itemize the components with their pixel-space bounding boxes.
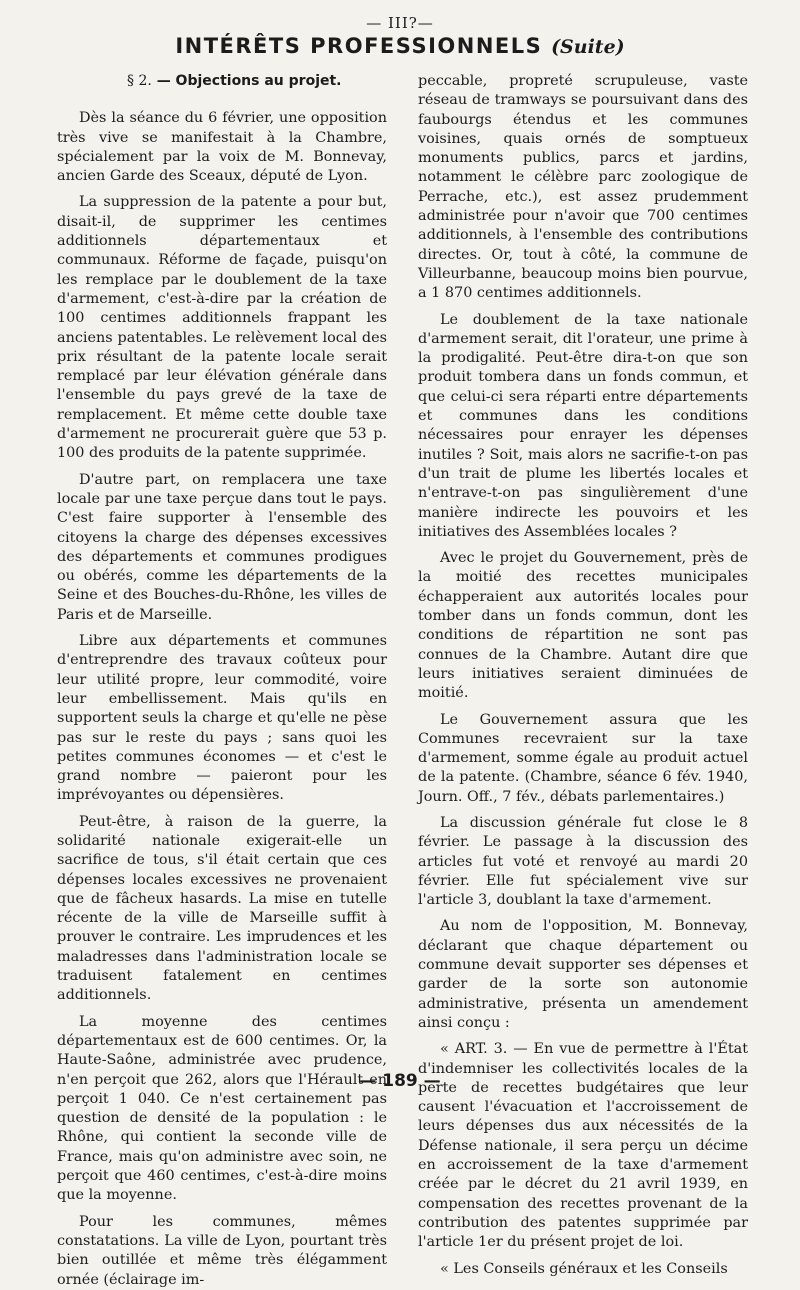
- right-column: [418, 72, 748, 1279]
- page-number: — 189 —: [359, 1071, 441, 1091]
- paragraph: La suppression de la patente a pour but, disait-il, de supprimer les centimes additionnels départementaux et communaux. Réforme de façade, puisqu'on les remplace par le doublement de la taxe d'armement, c'est-à-dire par la création de 100 centimes additionnels frappant les anciens patentables. Le relèvement local des prix résultant de la patente locale serait remplacé par leur élévation générale dans l'ensemble du pays grevé de la taxe de remplacement. Et même cette double taxe d'armement ne procurerait guère que 53 p. 100 des produits de la patente supprimée.: [57, 194, 387, 462]
- title-suffix: (Suite): [551, 36, 625, 58]
- section-heading: [127, 72, 387, 91]
- paragraph: « Les Conseils généraux et les Conseils: [440, 1260, 728, 1277]
- paragraph: La discussion générale fut close le 8 février. Le passage à la discussion des articles fut voté et renvoyé au mardi 20 février. Elle fut spécialement vive sur l'article 3, doublant la taxe d'armement.: [418, 814, 748, 909]
- paragraph-continued: peccable, propreté scrupuleuse, vaste réseau de tramways se poursuivant dans des faubourgs étendus et les communes voisines, quais ornés de somptueux monuments publics, parcs et jardins, notamment le célèbre parc zoologique de Perrache, etc.), est assez prudemment administrée pour n'avoir que 700 centimes additionnels, à l'ensemble des contributions directes. Or, tout à côté, la commune de Villeurbanne, beaucoup moins bien pourvue, a 1 870 centimes additionnels.: [418, 73, 748, 302]
- paragraph: Le doublement de la taxe nationale d'armement serait, dit l'orateur, une prime à la prodigalité. Peut-être dira-t-on que son produit tombera dans un fonds commun, et que celui-ci sera réparti entre départements et communes dans les conditions nécessaires pour enrayer les dépenses inutiles ? Soit, mais alors ne sacrifie-t-on pas d'un trait de plume les libertés locales et n'entrave-t-on pas singulièrement d'une manière indirecte les pouvoirs et les initiatives des Assemblées locales ?: [418, 311, 748, 540]
- page-title: [0, 34, 800, 58]
- running-head: — III?—: [366, 14, 434, 32]
- paragraph: Au nom de l'opposition, M. Bonnevay, déclarant que chaque département ou commune devait supporter ses dépenses et garder de la sorte son autonomie administrative, présenta un amendement ainsi conçu :: [418, 918, 748, 1031]
- paragraph: D'autre part, on remplacera une taxe locale par une taxe perçue dans tout le pays. C'est faire supporter à l'ensemble des citoyens la charge des dépenses excessives des départements et communes prodigues ou obérés, comme les départements de la Seine et des Bouches-du-Rhône, les villes de Paris et de Marseille.: [57, 471, 387, 623]
- section-number: § 2.: [127, 73, 152, 89]
- paragraph: Peut-être, à raison de la guerre, la solidarité nationale exigerait-elle un sacrifice de tous, s'il était certain que ces dépenses locales excessives ne provenaient que de fâcheux hasards. La mise en tutelle récente de la ville de Marseille suffit à prouver le contraire. Les imprudences et les maladresses dans l'administration locale se traduisent fatalement en centimes additionnels.: [57, 813, 387, 1004]
- paragraph: La moyenne des centimes départementaux est de 600 centimes. Or, la Haute-Saône, administrée avec prudence, n'en perçoit que 262, alors que l'Hérault en perçoit 1 040. Ce n'est certainement pas question de densité de la population : le Rhône, qui contient la seconde ville de France, mais qu'on administre avec soin, ne perçoit que 460 centimes, c'est-à-dire moins que la moyenne.: [57, 1013, 387, 1204]
- section-title: — Objections au projet.: [156, 73, 342, 89]
- paragraph: Pour les communes, mêmes constatations. La ville de Lyon, pourtant très bien outillée et même très élégamment ornée (éclairage im-: [57, 1213, 387, 1288]
- paragraph: « ART. 3. — En vue de permettre à l'État d'indemniser les collectivités locales de la perte de recettes budgétaires que leur causent l'évacuation et l'accroissement de leurs dépenses dus aux nécessités de la Défense nationale, il sera perçu un décime en accroissement de la taxe d'armement créée par le décret du 21 avril 1939, en compensation des recettes provenant de la contribution des patentes supprimée par l'article 1er du présent projet de loi.: [418, 1041, 748, 1251]
- paragraph: Le Gouvernement assura que les Communes recevraient sur la taxe d'armement, somme égale au produit actuel de la patente. (Chambre, séance 6 fév. 1940, Journ. Off., 7 fév., débats parlementaires.): [418, 711, 748, 805]
- title-text: INTÉRÊTS PROFESSIONNELS: [175, 34, 543, 58]
- paragraph: Dès la séance du 6 février, une opposition très vive se manifestait à la Chambre, spécialement par la voix de M. Bonnevay, ancien Garde des Sceaux, député de Lyon.: [57, 110, 387, 185]
- paragraph: Avec le projet du Gouvernement, près de la moitié des recettes municipales échapperaient aux autorités locales pour tomber dans un fonds commun, dont les conditions de répartition ne sont pas connues de la Chambre. Autant dire que leurs initiatives seraient diminuées de moitié.: [418, 550, 748, 702]
- paragraph: Libre aux départements et communes d'entreprendre des travaux coûteux pour leur utilité propre, leur commodité, voire leur embellissement. Mais qu'ils en supportent seuls la charge et qu'elle ne pèse pas sur le reste du pays ; sans quoi les petites communes économes — et c'est le grand nombre — paieront pour les imprévoyantes ou dépensières.: [57, 633, 387, 804]
- left-column: [57, 72, 387, 1290]
